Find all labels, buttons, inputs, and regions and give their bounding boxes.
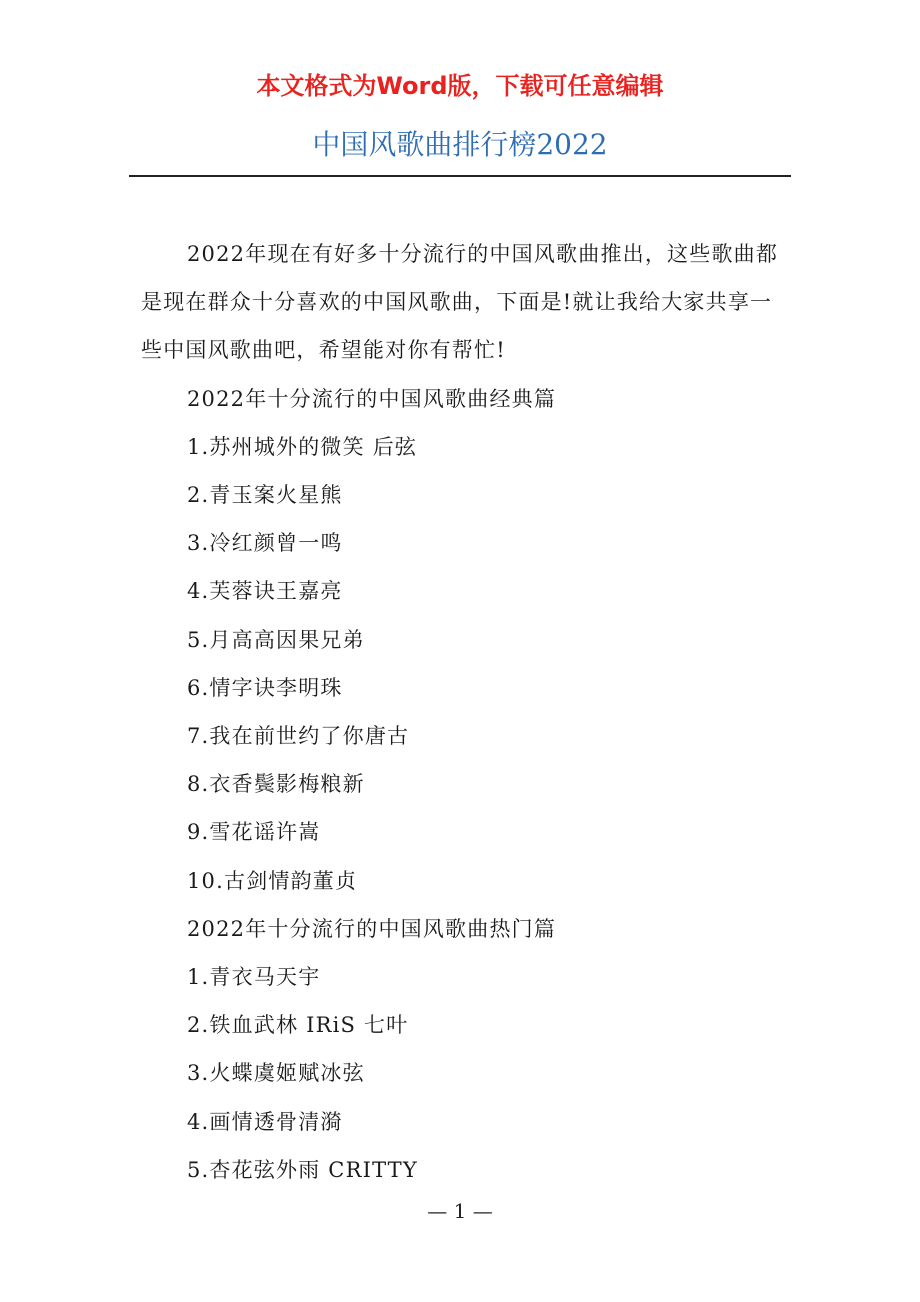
- list-item: 4.画情透骨清漪: [187, 1109, 343, 1134]
- section-heading-popular: 2022年十分流行的中国风歌曲热门篇: [187, 916, 557, 941]
- list-item: 4.芙蓉诀王嘉亮: [187, 579, 343, 604]
- list-item: 2.铁血武林 IRiS 七叶: [187, 1013, 409, 1038]
- title-divider: [129, 175, 791, 177]
- list-item: 8.衣香鬓影梅粮新: [187, 772, 365, 797]
- list-item: 9.雪花谣许嵩: [187, 820, 321, 845]
- intro-paragraph: 2022年现在有好多十分流行的中国风歌曲推出，这些歌曲都是现在群众十分喜欢的中国风歌曲，下面是!就让我给大家共享一些中国风歌曲吧，希望能对你有帮忙!: [141, 242, 779, 363]
- list-item: 5.月高高因果兄弟: [187, 627, 365, 652]
- list-item: 6.情字诀李明珠: [187, 675, 343, 700]
- list-item: 3.冷红颜曾一鸣: [187, 531, 343, 556]
- list-item: 2.青玉案火星熊: [187, 483, 343, 508]
- section-heading-classic: 2022年十分流行的中国风歌曲经典篇: [187, 386, 557, 411]
- page-title: 中国风歌曲排行榜2022: [312, 128, 608, 161]
- list-item: 5.杏花弦外雨 CRITTY: [187, 1157, 418, 1182]
- list-item: 1.青衣马天宇: [187, 965, 321, 990]
- page-number: — 1 —: [427, 1199, 493, 1223]
- list-item: 1.苏州城外的微笑 后弦: [187, 434, 418, 459]
- list-item: 10.古剑情韵董贞: [187, 868, 358, 893]
- list-item: 7.我在前世约了你唐古: [187, 724, 410, 749]
- download-banner: 本文格式为Word版，下载可任意编辑: [256, 72, 664, 100]
- list-item: 3.火蝶虞姬赋冰弦: [187, 1061, 365, 1086]
- document-body: [141, 230, 781, 1194]
